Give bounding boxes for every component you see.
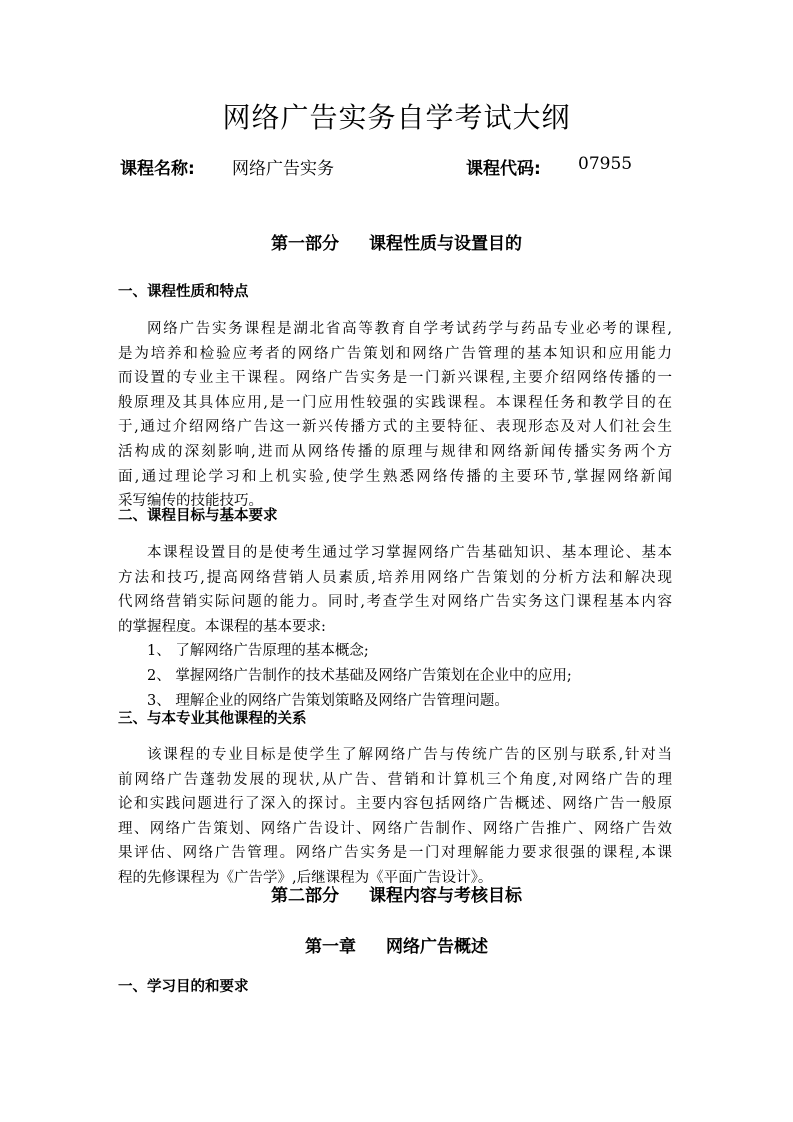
text-line: 网络广告实务课程是湖北省高等教育自学考试药学与药品专业必考的课程, (147, 321, 672, 337)
text-line: 论和实践问题进行了深入的探讨。主要内容包括网络广告概述、网络广告一般原 (118, 796, 672, 813)
text-line: 的掌握程度。本课程的基本要求: (118, 618, 326, 635)
section3-paragraph (118, 743, 672, 891)
part2-heading (0, 881, 793, 906)
text-line: 而设置的专业主干课程。网络广告实务是一门新兴课程,主要介绍网络传播的一 (118, 370, 672, 387)
chapter-label: 第一章 (305, 937, 356, 957)
section1-paragraph (118, 317, 672, 514)
section4-heading: 一、学习目的和要求 (118, 979, 249, 995)
text-line: 前网络广告蓬勃发展的现状,从广告、营销和计算机三个角度,对网络广告的理 (118, 771, 672, 788)
section2-paragraph (118, 541, 672, 713)
section1-heading: 一、课程性质和特点 (118, 284, 249, 300)
part-title: 课程性质与设置目的 (369, 234, 522, 254)
section3-heading: 三、与本专业其他课程的关系 (118, 711, 307, 727)
text-line: 理、网络广告策划、网络广告设计、网络广告制作、网络广告推广、网络广告效 (118, 820, 672, 837)
text-line: 程的先修课程为《广告学》,后继课程为《平面广告设计》。 (118, 869, 493, 886)
requirement-item: 2、 掌握网络广告制作的技术基础及网络广告策划在企业中的应用; (147, 667, 572, 684)
text-line: 是为培养和检验应考者的网络广告策划和网络广告管理的基本知识和应用能力 (118, 345, 672, 362)
text-line: 方法和技巧,提高网络营销人员素质,培养用网络广告策划的分析方法和解决现 (118, 569, 672, 586)
text-line: 般原理及其具体应用,是一门应用性较强的实践课程。本课程任务和教学目的在 (118, 394, 672, 411)
course-name: 网络广告实务 (232, 159, 334, 179)
text-line: 于,通过介绍网络广告这一新兴传播方式的主要特征、表现形态及对人们社会生 (118, 419, 672, 436)
course-code: 07955 (578, 154, 633, 174)
text-line: 果评估、网络广告管理。网络广告实务是一门对理解能力要求很强的课程,本课 (118, 845, 672, 862)
document-title: 网络广告实务自学考试大纲 (222, 101, 571, 134)
text-line: 面,通过理论学习和上机实验,使学生熟悉网络传播的主要环节,掌握网络新闻 (118, 468, 672, 485)
part1-heading (0, 229, 793, 254)
part-label: 第二部分 (271, 886, 339, 906)
text-line: 代网络营销实际问题的能力。同时,考查学生对网络广告实务这门课程基本内容 (118, 594, 672, 611)
part-label: 第一部分 (271, 234, 339, 254)
text-line: 活构成的深刻影响,进而从网络传播的原理与规律和网络新闻传播实务两个方 (118, 443, 672, 460)
text-line: 该课程的专业目标是使学生了解网络广告与传统广告的区别与联系,针对当 (147, 747, 672, 763)
part-title: 课程内容与考核目标 (369, 886, 522, 906)
requirement-item: 3、 理解企业的网络广告策划策略及网络广告管理问题。 (147, 692, 509, 709)
text-line: 本课程设置目的是使考生通过学习掌握网络广告基础知识、基本理论、基本 (147, 545, 672, 561)
requirement-item: 1、 了解网络广告原理的基本概念; (147, 643, 369, 660)
section2-heading: 二、课程目标与基本要求 (118, 508, 278, 524)
chapter1-heading (0, 932, 793, 957)
course-name-label: 课程名称: (120, 159, 195, 179)
text-line: 采写编传的技能技巧。 (118, 493, 263, 510)
course-code-label: 课程代码: (466, 159, 541, 179)
chapter-title: 网络广告概述 (386, 937, 488, 957)
